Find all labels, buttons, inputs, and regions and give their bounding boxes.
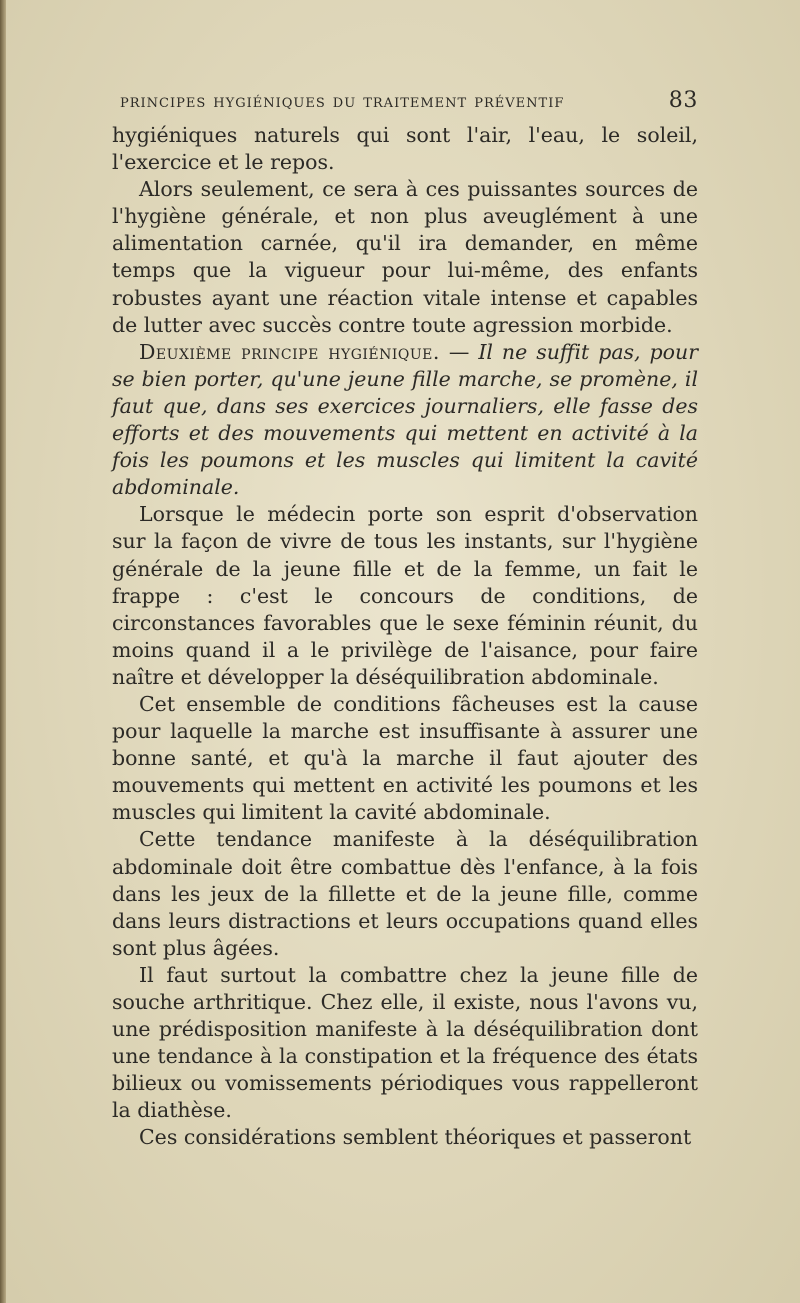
running-header [120,88,698,113]
principle-paragraph [112,339,698,502]
paragraph: Cet ensemble de conditions fâcheuses est la cause pour laquelle la marche est insuffisante à assurer une bonne santé, et qu'à la marche il faut ajouter des mouvements qui mettent en activité les poumons et les muscles qui limitent la cavité abdominale. [112,691,698,825]
principle-statement: Il ne suffit pas, pour se bien porter, qu'une jeune fille marche, se promène, il faut que, dans ses exercices journaliers, elle fasse des efforts et des mouvements qui mettent en activité à la fois les poumons et les muscles qui limitent la cavité abdominale. [112,339,698,500]
paragraph: hygiéniques naturels qui sont l'air, l'eau, le soleil, l'exercice et le repos. [112,123,698,175]
page-binding-edge [0,0,6,1303]
paragraph: Cette tendance manifeste à la déséquilibration abdominale doit être combattue dès l'enfance, à la fois dans les jeux de la fillette et de la jeune fille, comme dans leurs distractions et leurs occupations quand elles sont plus âgées. [112,827,698,960]
principle-dash: — [439,339,479,364]
paragraph: Lorsque le médecin porte son esprit d'observation sur la façon de vivre de tous les instants, sur l'hygiène générale de la jeune fille et de la femme, un fait le frappe : c'est le concours de conditions, de circonstances favorables que le sexe féminin réunit, du moins quand il a le privilège de l'aisance, pour faire naître et développer la déséquilibration abdominale. [112,502,698,689]
body-text [112,122,698,1152]
paragraph: Alors seulement, ce sera à ces puissantes sources de l'hygiène générale, et non plus aveuglément à une alimentation carnée, qu'il ira demander, en même temps que la vigueur pour lui-même, des enfants robustes ayant une réaction vitale intense et capables de lutter avec succès contre toute agression morbide. [112,177,698,337]
principle-heading: Deuxième principe hygiénique. [139,339,440,364]
running-title: principes hygiéniques du traitement préventif [120,90,565,112]
page-number: 83 [668,88,698,113]
paragraph: Il faut surtout la combattre chez la jeune fille de souche arthritique. Chez elle, il existe, nous l'avons vu, une prédisposition manifeste à la déséquilibration dont une tendance à la constipation et la fréquence des états bilieux ou vomissements périodiques vous rappelleront la diathèse. [112,962,698,1123]
paragraph: Ces considérations semblent théoriques et passeront [139,1125,692,1150]
